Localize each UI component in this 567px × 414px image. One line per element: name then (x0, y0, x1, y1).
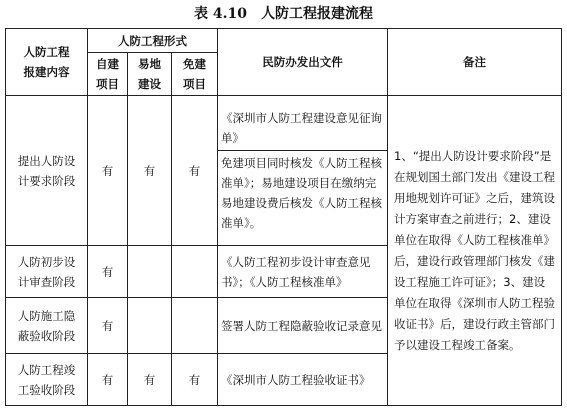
header-exempt (172, 53, 218, 96)
header-forms-group: 人防工程形式 (88, 29, 218, 53)
header-stage (6, 29, 88, 96)
row4-stage-line2: 工验收阶段 (17, 382, 76, 397)
row3-stage-line2: 蔽验收阶段 (17, 328, 76, 343)
header-exempt-line2: 项目 (183, 77, 206, 91)
row4-self-built: 有 (88, 354, 128, 406)
row3-relocated (128, 298, 172, 354)
row2-stage-line2: 计审查阶段 (17, 274, 76, 289)
row1-doc-2: 免建项目同时核发《人防工程核准单》；易地建设项目在缴纳完易地建设费后核发《人防工程核准单》。 (221, 156, 383, 230)
header-relocated-line1: 易地 (138, 57, 161, 71)
row4-docs: 《深圳市人防工程验收证书》 (218, 354, 388, 406)
table-title: 表 4.10 人防工程报建流程 (194, 6, 373, 22)
row2-stage (6, 246, 88, 298)
header-relocated-line2: 建设 (138, 77, 161, 91)
row2-stage-line1: 人防初步设 (17, 254, 76, 269)
row1-relocated: 有 (128, 96, 172, 246)
table-row (6, 96, 562, 246)
row1-stage (6, 96, 88, 246)
row1-stage-line2: 计要求阶段 (17, 173, 76, 188)
header-exempt-line1: 免建 (183, 57, 206, 71)
row4-stage (6, 354, 88, 406)
row4-relocated: 有 (128, 354, 172, 406)
header-relocated (128, 53, 172, 96)
row2-docs: 《人防工程初步设计审查意见书》；《人防工程核准单》 (218, 246, 388, 298)
row3-self-built: 有 (88, 298, 128, 354)
remarks-cell: 1、“提出人防设计要求阶段”是在规划国土部门发出《建设工程用地规划许可证》之后，建筑设计方案审查之前进行；2、建设单位在取得《人防工程核准单》后，建设行政管理部门核发《建设工程施工许可证》；3、建设单位在取得《深圳市人防工程验收证书》后，建设行政主管部门予以建设工程竣工备案。 (388, 96, 562, 406)
header-stage-line2: 报建内容 (23, 65, 70, 79)
row1-self-built: 有 (88, 96, 128, 246)
header-docs: 民防办发出文件 (218, 29, 388, 96)
row3-exempt (172, 298, 218, 354)
header-self-built (88, 53, 128, 96)
header-stage-line1: 人防工程 (23, 45, 70, 59)
row2-self-built: 有 (88, 246, 128, 298)
header-self-built-line2: 项目 (96, 77, 119, 91)
workflow-table (5, 28, 562, 406)
row2-exempt (172, 246, 218, 298)
row2-relocated (128, 246, 172, 298)
row4-stage-line1: 人防工程竣 (17, 362, 76, 377)
row1-doc-1: 《深圳市人防工程建设意见征询单》 (221, 111, 383, 145)
header-remarks: 备注 (388, 29, 562, 96)
row1-stage-line1: 提出人防设 (17, 153, 76, 168)
row3-stage-line1: 人防施工隐 (17, 308, 76, 323)
row4-exempt: 有 (172, 354, 218, 406)
row3-docs: 签署人防工程隐蔽验收记录意见 (218, 298, 388, 354)
row1-exempt: 有 (172, 96, 218, 246)
header-self-built-line1: 自建 (96, 57, 119, 71)
row3-stage (6, 298, 88, 354)
row1-docs (218, 96, 388, 246)
